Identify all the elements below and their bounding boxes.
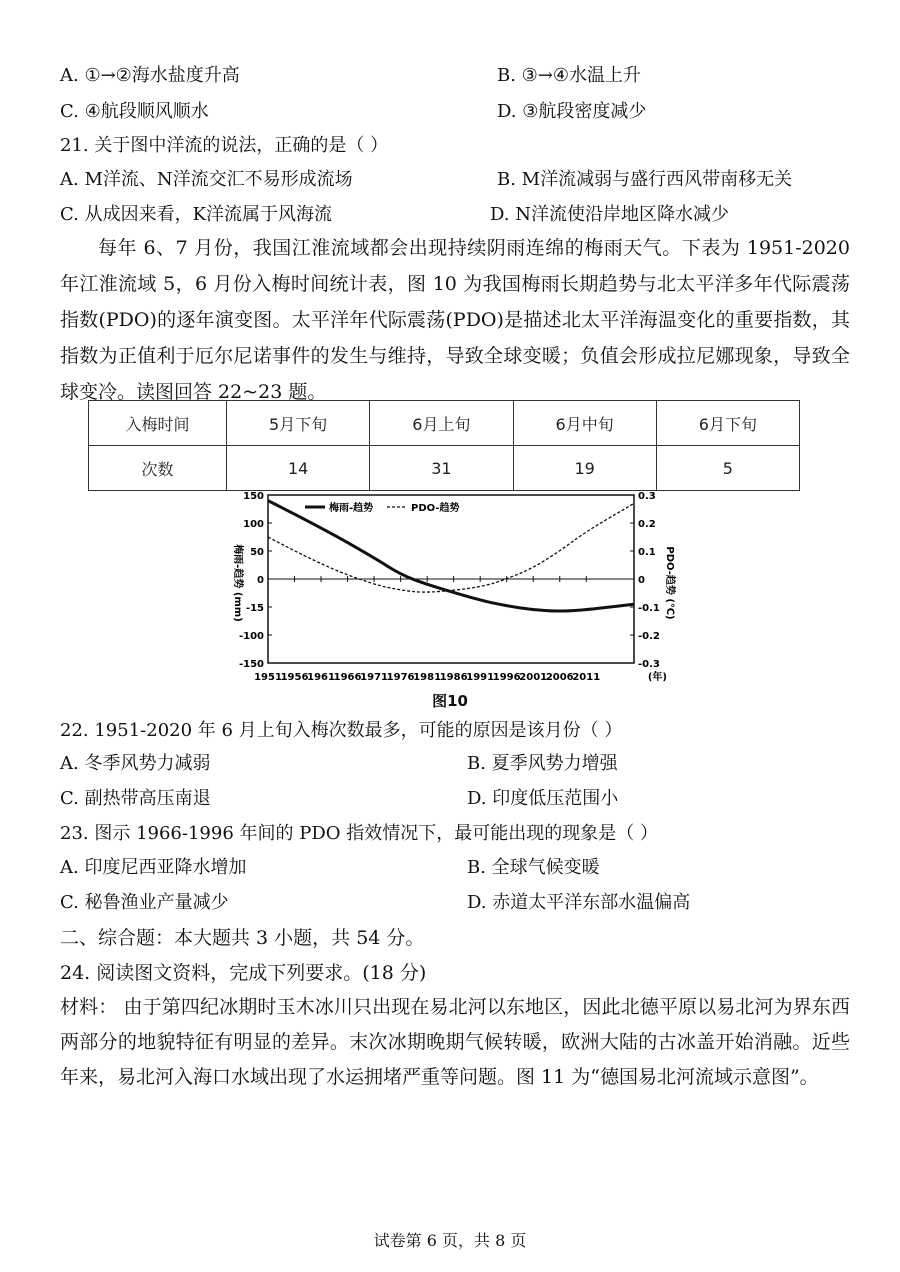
left-tick-label: 0 [257, 575, 264, 586]
x-tick-label: 1991 [466, 672, 495, 683]
q22-option-d: D. 印度低压范围小 [467, 788, 619, 809]
table-cell: 5 [656, 446, 799, 491]
table-header-cell: 6月上旬 [370, 401, 513, 446]
left-tick-label: 150 [243, 491, 264, 502]
x-tick-label: 1981 [413, 672, 442, 683]
figure-10-chart [215, 488, 685, 688]
q24-material: 材料： 由于第四纪冰期时玉木冰川只出现在易北河以东地区，因此北德平原以易北河为界东西两部分的地貌特征有明显的差异。末次冰期晚期气候转暖，欧洲大陆的古冰盖开始消融。近些年来，易北河入海口水域出现了水运拥堵严重等问题。图 11 为“德国易北河流域示意图”。 [60, 996, 850, 1088]
table-header-cell: 5月下旬 [227, 401, 370, 446]
right-tick-label: -0.1 [638, 603, 660, 614]
table-header-cell: 6月中旬 [513, 401, 656, 446]
table-row-label: 次数 [89, 446, 227, 491]
left-axis-label: 梅雨-趋势 (mm) [232, 544, 243, 622]
table-header-cell: 6月下旬 [656, 401, 799, 446]
table-row-label: 入梅时间 [89, 401, 227, 446]
x-tick-label: 2011 [572, 672, 601, 683]
left-tick-label: -150 [238, 659, 264, 670]
legend-label-pdo: PDO-趋势 [411, 503, 460, 514]
legend-label-meiyu: 梅雨-趋势 [329, 503, 374, 514]
x-tick-label: 1951 [254, 672, 282, 683]
q21-option-c: C. 从成因来看，K洋流属于风海流 [60, 204, 333, 225]
q20-option-d: D. ③航段密度减少 [497, 101, 647, 122]
x-tick-label: 2006 [545, 672, 574, 683]
q21-option-b: B. M洋流减弱与盛行西风带南移无关 [497, 169, 793, 190]
right-tick-label: 0.1 [638, 547, 656, 558]
x-tick-label: 1976 [386, 672, 415, 683]
x-tick-label: 1966 [333, 672, 362, 683]
q21-option-d: D. N洋流使沿岸地区降水减少 [490, 204, 729, 225]
q21-stem: 21. 关于图中洋流的说法，正确的是（ ） [60, 135, 389, 156]
right-tick-label: -0.2 [638, 631, 660, 642]
q20-option-c: C. ④航段顺风顺水 [60, 101, 209, 122]
q22-option-c: C. 副热带高压南退 [60, 788, 211, 809]
right-tick-label: 0.3 [638, 491, 656, 502]
q20-option-a: A. ①→②海水盐度升高 [60, 65, 240, 86]
right-tick-label: -0.3 [638, 659, 660, 670]
x-tick-label: 1971 [360, 672, 389, 683]
left-tick-label: -15 [245, 603, 264, 614]
q23-option-b: B. 全球气候变暖 [467, 857, 600, 878]
table-row [89, 446, 800, 491]
q22-stem: 22. 1951-2020 年 6 月上旬入梅次数最多，可能的原因是该月份（ ） [60, 720, 623, 741]
x-tick-label: 2001 [519, 672, 548, 683]
table-cell: 14 [227, 446, 370, 491]
left-tick-label: -100 [238, 631, 264, 642]
q22-option-a: A. 冬季风势力减弱 [60, 753, 211, 774]
x-tick-label: 1956 [280, 672, 309, 683]
passage-meiyu: 每年 6、7 月份，我国江淮流域都会出现持续阴雨连绵的梅雨天气。下表为 1951-2020 年江淮流域 5，6 月份入梅时间统计表，图 10 为我国梅雨长期趋势与北太平洋多年代际震荡指数(PDO)的逐年演变图。太平洋年代际震荡(PDO)是描述北太平洋海温变化的重要指数，其指数为正值利于厄尔尼诺事件的发生与维持，导致全球变暖；负值会形成拉尼娜现象，导致全球变冷。读图回答 22~23 题。 [60, 237, 850, 403]
figure-10-caption: 图10 [432, 692, 468, 710]
x-tick-label: 1996 [492, 672, 521, 683]
q21-option-a: A. M洋流、N洋流交汇不易形成流场 [60, 169, 353, 190]
q23-option-a: A. 印度尼西亚降水增加 [60, 857, 247, 878]
right-tick-label: 0 [638, 575, 645, 586]
page-footer: 试卷第 6 页，共 8 页 [373, 1231, 527, 1250]
section-heading: 二、综合题：本大题共 3 小题，共 54 分。 [60, 927, 425, 949]
q22-option-b: B. 夏季风势力增强 [467, 753, 618, 774]
q23-stem: 23. 图示 1966-1996 年间的 PDO 指效情况下，最可能出现的现象是（ ） [60, 823, 658, 844]
left-tick-label: 100 [243, 519, 264, 530]
table-cell: 19 [513, 446, 656, 491]
q20-option-b: B. ③→④水温上升 [497, 65, 642, 86]
right-axis-label: PDO-趋势 (℃) [664, 546, 675, 620]
x-axis-unit: (年) [647, 672, 667, 683]
q23-option-d: D. 赤道太平洋东部水温偏高 [467, 892, 691, 913]
left-tick-label: 50 [250, 547, 264, 558]
x-tick-label: 1986 [439, 672, 468, 683]
series-line-meiyu [268, 501, 634, 611]
x-tick-label: 1961 [307, 672, 335, 683]
table-row [89, 401, 800, 446]
q23-option-c: C. 秘鲁渔业产量减少 [60, 892, 229, 913]
table-cell: 31 [370, 446, 513, 491]
q24-stem: 24. 阅读图文资料，完成下列要求。(18 分) [60, 962, 427, 984]
right-tick-label: 0.2 [638, 519, 656, 530]
meiyu-onset-table [88, 400, 800, 491]
